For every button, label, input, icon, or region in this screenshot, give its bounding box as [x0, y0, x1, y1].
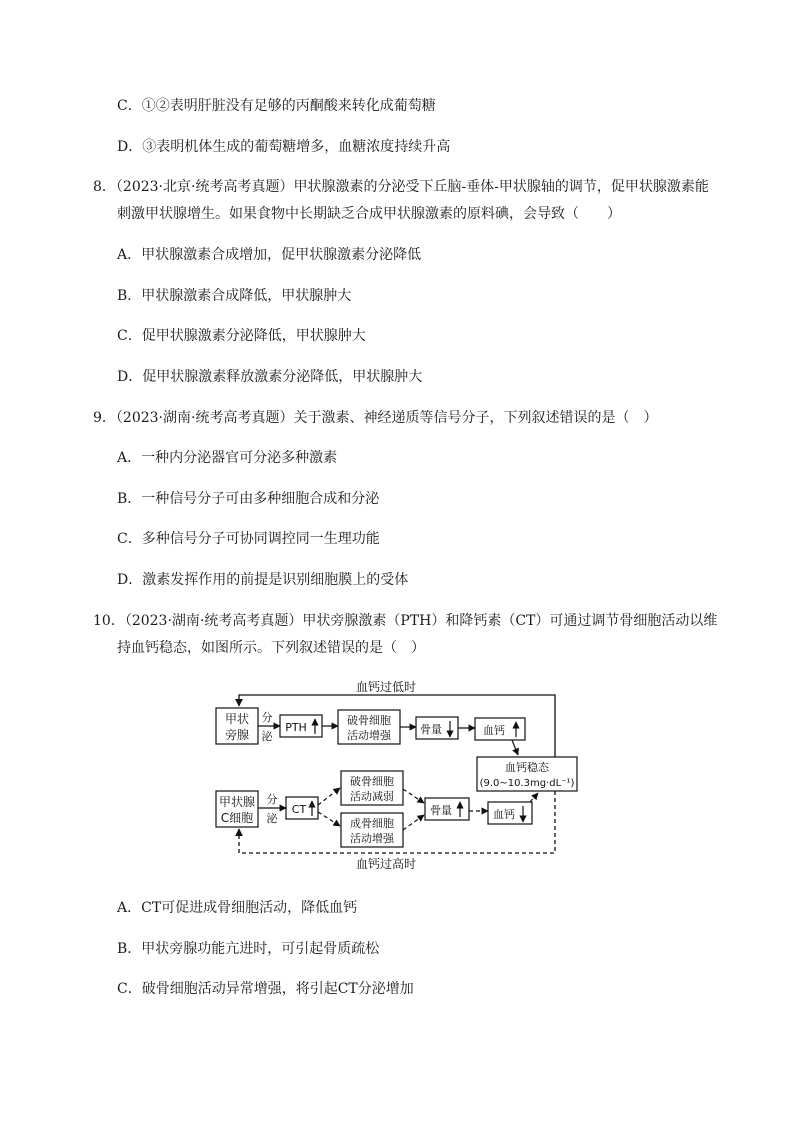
question-9-option-d: D．激素发挥作用的前提是识别细胞膜上的受体 [117, 572, 409, 588]
osteoclast-decrease-2: 活动减弱 [350, 790, 394, 803]
parathyroid-label-1: 甲状 [224, 712, 250, 726]
question-10-stem-cont: 持血钙稳态，如图所示。下列叙述错误的是（ ） [117, 640, 425, 656]
homeostasis-label-1: 血钙稳态 [505, 761, 549, 774]
question-10-option-b: B．甲状旁腺功能亢进时，可引起骨质疏松 [117, 941, 380, 957]
question-8-option-c: C．促甲状腺激素分泌降低，甲状腺肿大 [117, 328, 366, 344]
secrete-a-2: 泌 [261, 730, 273, 743]
bone-mass-label: 骨量 [420, 723, 442, 736]
option-d: D．③表明机体生成的葡萄糖增多，血糖浓度持续升高 [117, 139, 451, 155]
question-9-stem: 9．（2023·湖南·统考高考真题）关于激素、神经递质等信号分子，下列叙述错误的是（ ） [93, 410, 658, 426]
question-9-option-c: C．多种信号分子可协同调控同一生理功能 [117, 531, 380, 547]
homeostasis-label-2: (9.0~10.3mg·dL⁻¹) [479, 778, 575, 789]
ct-label: CT [291, 803, 307, 816]
blood-calcium-b-label: 血钙 [493, 808, 515, 821]
question-8-option-b: B．甲状腺激素合成降低，甲状腺肿大 [117, 288, 352, 304]
dash-to-homeostasis [530, 793, 538, 802]
osteoclast-increase-2: 活动增强 [347, 729, 391, 742]
blood-calcium-label: 血钙 [483, 724, 505, 737]
osteoblast-increase-1: 成骨细胞 [350, 817, 394, 830]
question-10-option-a: A．CT可促进成骨细胞活动，降低血钙 [117, 900, 358, 916]
question-8-option-a: A．甲状腺激素合成增加，促甲状腺激素分泌降低 [117, 247, 422, 263]
osteoclast-decrease-1: 破骨细胞 [350, 775, 394, 788]
pth-label: PTH [285, 721, 307, 734]
bone-mass-b-label: 骨量 [430, 804, 452, 817]
secrete-b-2: 泌 [266, 812, 278, 825]
osteoclast-increase-1: 破骨细胞 [347, 714, 391, 727]
dash-ct-osteoclast [318, 788, 340, 805]
dash-osteoclast-bone [403, 789, 424, 803]
question-9-option-b: B．一种信号分子可由多种细胞合成和分泌 [117, 491, 380, 507]
question-9-option-a: A．一种内分泌器官可分泌多种激素 [117, 450, 338, 466]
secrete-b-1: 分 [266, 793, 278, 806]
secrete-a-1: 分 [261, 711, 273, 724]
option-c: C．①②表明肝脏没有足够的丙酮酸来转化成葡萄糖 [117, 98, 436, 114]
high-calcium-label: 血钙过高时 [355, 857, 417, 871]
question-8-stem-cont: 刺激甲状腺增生。如果食物中长期缺乏合成甲状腺激素的原料碘，会导致（ ） [117, 206, 621, 222]
question-10-stem: 10．（2023·湖南·统考高考真题）甲状旁腺激素（PTH）和降钙素（CT）可通过调节骨细胞活动以维 [93, 613, 718, 629]
dash-ct-osteoblast [318, 812, 340, 826]
question-8-stem: 8．（2023·北京·统考高考真题）甲状腺激素的分泌受下丘脑-垂体-甲状腺轴的调节，促甲状腺激素能 [93, 179, 709, 195]
low-calcium-label: 血钙过低时 [355, 680, 417, 694]
thyroid-c-label-1: 甲状腺 [218, 795, 256, 809]
question-10-option-c: C．破骨细胞活动异常增强，将引起CT分泌增加 [117, 981, 414, 997]
question-8-option-d: D．促甲状腺激素释放激素分泌降低，甲状腺肿大 [117, 369, 423, 385]
osteoblast-increase-2: 活动增强 [350, 832, 394, 845]
thyroid-c-label-2: C细胞 [220, 811, 254, 825]
parathyroid-label-2: 旁腺 [224, 728, 250, 742]
arrow-to-homeostasis-top [512, 740, 518, 755]
dash-osteoblast-bone [403, 815, 424, 830]
